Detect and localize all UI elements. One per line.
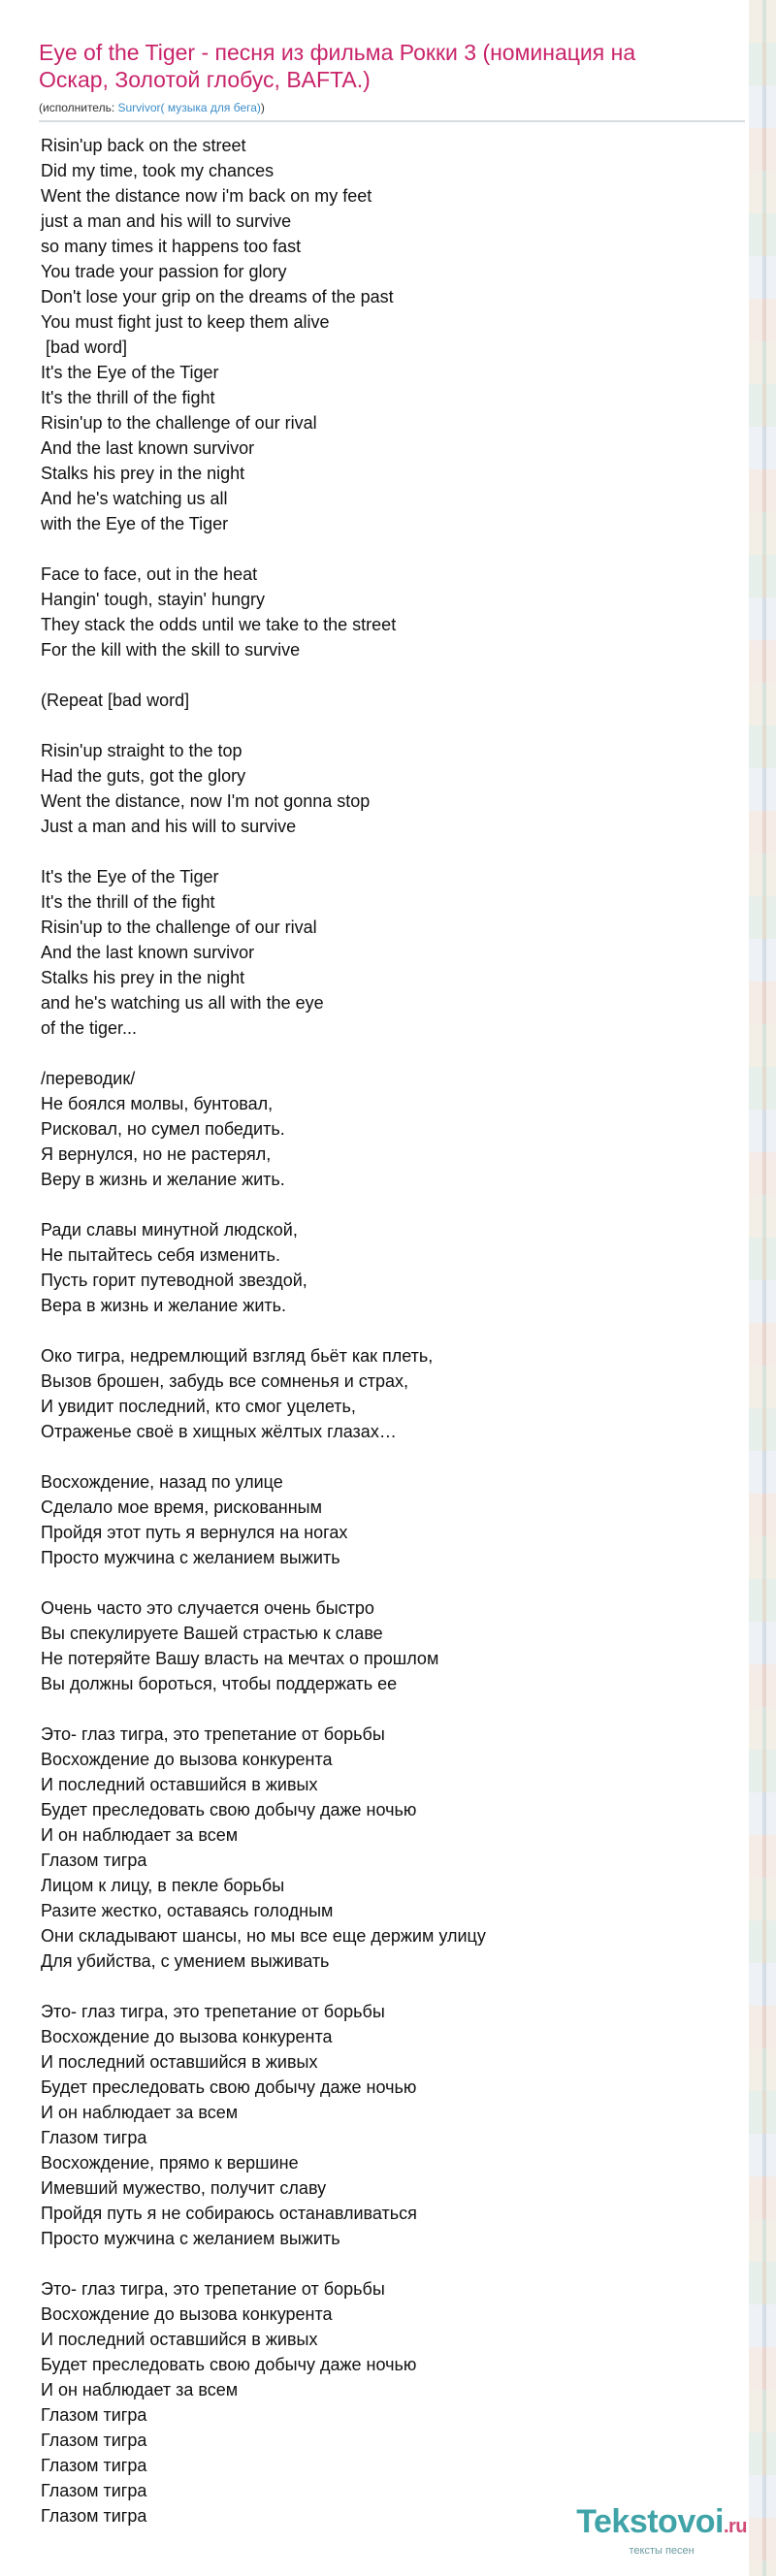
- lyrics-line: of the tiger...: [41, 1018, 138, 1038]
- lyrics-line: И он наблюдает за всем: [41, 2103, 239, 2122]
- lyrics-line: Risin'up to the challenge of our rival: [41, 918, 317, 937]
- lyrics-line: It's the Eye of the Tiger: [41, 363, 219, 382]
- performer-suffix: ): [260, 101, 265, 114]
- lyrics-line: Went the distance now i'm back on my feet: [41, 186, 372, 206]
- lyrics-line: Глазом тигра: [41, 2456, 147, 2475]
- lyrics-blank-line: [41, 1041, 720, 1066]
- lyrics-line: Восхождение до вызова конкурента: [41, 1750, 333, 1769]
- lyrics-line: Это- глаз тигра, это трепетание от борьбы: [41, 2279, 385, 2299]
- lyrics-line: Глазом тигра: [41, 2506, 147, 2526]
- lyrics-line: Просто мужчина с желанием выжить: [41, 2229, 340, 2248]
- lyrics-line: Веру в жизнь и желание жить.: [41, 1170, 285, 1189]
- lyrics-line: It's the thrill of the fight: [41, 388, 215, 407]
- lyrics-line: И он наблюдает за всем: [41, 2380, 239, 2399]
- lyrics-line: And the last known survivor: [41, 438, 255, 458]
- lyrics-line: Пройдя путь я не собираюсь останавливаться: [41, 2204, 417, 2223]
- lyrics-line: just a man and his will to survive: [41, 211, 292, 231]
- genre-link[interactable]: ( музыка для бега): [160, 101, 261, 114]
- lyrics-blank-line: [41, 713, 720, 738]
- lyrics-line: with the Eye of the Tiger: [41, 514, 229, 533]
- lyrics-line: Пройдя этот путь я вернулся на ногах: [41, 1523, 348, 1542]
- lyrics-line: You trade your passion for glory: [41, 262, 287, 281]
- lyrics-blank-line: [41, 536, 720, 562]
- lyrics-blank-line: [41, 1318, 720, 1343]
- lyrics-blank-line: [41, 1192, 720, 1217]
- performer-link[interactable]: Survivor: [117, 101, 161, 114]
- lyrics-line: Stalks his prey in the night: [41, 464, 245, 483]
- lyrics-text: [41, 133, 720, 2528]
- lyrics-line: Глазом тигра: [41, 2128, 147, 2147]
- lyrics-blank-line: [41, 1570, 720, 1595]
- lyrics-line: Don't lose your grip on the dreams of the past: [41, 287, 394, 306]
- lyrics-line: Stalks his prey in the night: [41, 968, 245, 987]
- lyrics-line: And he's watching us all: [41, 489, 228, 508]
- lyrics-line: Пусть горит путеводной звездой,: [41, 1271, 307, 1290]
- lyrics-line: Risin'up straight to the top: [41, 741, 242, 760]
- lyrics-line: and he's watching us all with the eye: [41, 993, 324, 1013]
- lyrics-line: /переводик/: [41, 1069, 136, 1088]
- lyrics-line: Risin'up back on the street: [41, 136, 246, 155]
- lyrics-line: Just a man and his will to survive: [41, 817, 297, 836]
- lyrics-line: Вы спекулируете Вашей страстью к славе: [41, 1624, 383, 1643]
- decorative-stripes-inner: [762, 0, 766, 2576]
- lyrics-line: Это- глаз тигра, это трепетание от борьбы: [41, 2002, 385, 2021]
- lyrics-line: И последний оставшийся в живых: [41, 2330, 318, 2349]
- lyrics-line: Будет преследовать свою добычу даже ночью: [41, 2355, 417, 2374]
- lyrics-line: Восхождение до вызова конкурента: [41, 2304, 333, 2324]
- song-header: [39, 39, 708, 114]
- lyrics-line: Вызов брошен, забудь все сомненья и страх,: [41, 1371, 409, 1391]
- site-logo[interactable]: [576, 2505, 747, 2557]
- lyrics-line: Отраженье своё в хищных жёлтых глазах…: [41, 1422, 397, 1441]
- lyrics-blank-line: [41, 2251, 720, 2276]
- lyrics-line: Будет преследовать свою добычу даже ночью: [41, 1800, 417, 1819]
- lyrics-line: Face to face, out in the heat: [41, 564, 258, 584]
- lyrics-line: Глазом тигра: [41, 2405, 147, 2425]
- lyrics-line: Had the guts, got the glory: [41, 766, 246, 786]
- lyrics-line: It's the Eye of the Tiger: [41, 867, 219, 886]
- lyrics-line: И он наблюдает за всем: [41, 1825, 239, 1845]
- logo-tld: .ru: [723, 2516, 747, 2537]
- lyrics-blank-line: [41, 662, 720, 688]
- lyrics-line: Они складывают шансы, но мы все еще держим улицу: [41, 1926, 486, 1946]
- lyrics-line: Для убийства, с умением выживать: [41, 1951, 330, 1971]
- lyrics-line: Будет преследовать свою добычу даже ночью: [41, 2077, 417, 2097]
- lyrics-line: [bad word]: [41, 338, 128, 357]
- lyrics-line: Did my time, took my chances: [41, 161, 275, 180]
- lyrics-line: Я вернулся, но не растерял,: [41, 1144, 272, 1164]
- header-divider: [39, 120, 745, 122]
- lyrics-line: Это- глаз тигра, это трепетание от борьбы: [41, 1724, 385, 1744]
- lyrics-line: Глазом тигра: [41, 1851, 147, 1870]
- lyrics-line: Разите жестко, оставаясь голодным: [41, 1901, 334, 1920]
- lyrics-line: Не боялся молвы, бунтовал,: [41, 1094, 274, 1113]
- lyrics-line: Имевший мужество, получит славу: [41, 2178, 327, 2198]
- lyrics-line: It's the thrill of the fight: [41, 892, 215, 912]
- performer-prefix: (исполнитель:: [39, 101, 118, 114]
- lyrics-line: И увидит последний, кто смог уцелеть,: [41, 1397, 356, 1416]
- lyrics-line: И последний оставшийся в живых: [41, 2052, 318, 2072]
- lyrics-line: They stack the odds until we take to the street: [41, 615, 397, 634]
- lyrics-line: Не пытайтесь себя изменить.: [41, 1245, 281, 1265]
- lyrics-line: Вы должны бороться, чтобы поддержать ее: [41, 1674, 398, 1693]
- performer-line: [39, 101, 708, 114]
- lyrics-line: Просто мужчина с желанием выжить: [41, 1548, 340, 1567]
- lyrics-blank-line: [41, 1696, 720, 1722]
- lyrics-line: (Repeat [bad word]: [41, 691, 190, 710]
- lyrics-line: Восхождение, назад по улице: [41, 1472, 283, 1492]
- logo-wordmark: [576, 2505, 747, 2543]
- lyrics-blank-line: [41, 1444, 720, 1469]
- lyrics-line: Risin'up to the challenge of our rival: [41, 413, 317, 433]
- lyrics-line: Ради славы минутной людской,: [41, 1220, 298, 1240]
- lyrics-line: Не потеряйте Вашу власть на мечтах о прошлом: [41, 1649, 439, 1668]
- lyrics-line: Око тигра, недремлющий взгляд бьёт как плеть,: [41, 1346, 434, 1366]
- lyrics-line: И последний оставшийся в живых: [41, 1775, 318, 1794]
- lyrics-line: Рисковал, но сумел победить.: [41, 1119, 285, 1139]
- lyrics-line: Сделало мое время, рискованным: [41, 1497, 322, 1517]
- lyrics-blank-line: [41, 1974, 720, 1999]
- lyrics-line: Глазом тигра: [41, 2431, 147, 2450]
- logo-tagline: тексты песен: [629, 2545, 695, 2557]
- lyrics-line: Лицом к лицу, в пекле борьбы: [41, 1876, 285, 1895]
- lyrics-line: Глазом тигра: [41, 2481, 147, 2500]
- lyrics-blank-line: [41, 839, 720, 864]
- lyrics-line: For the kill with the skill to survive: [41, 640, 301, 660]
- lyrics-line: Hangin' tough, stayin' hungry: [41, 590, 266, 609]
- lyrics-line: And the last known survivor: [41, 943, 255, 962]
- logo-brand: Tekstovoi: [576, 2503, 724, 2540]
- lyrics-line: Восхождение до вызова конкурента: [41, 2027, 333, 2046]
- lyrics-line: Очень часто это случается очень быстро: [41, 1598, 374, 1618]
- lyrics-line: Восхождение, прямо к вершине: [41, 2153, 299, 2173]
- song-title: Eye of the Tiger - песня из фильма Рокки 3 (номинация на Оскар, Золотой глобус, BAFTA.): [39, 40, 636, 92]
- lyrics-line: so many times it happens too fast: [41, 237, 302, 256]
- lyrics-line: You must fight just to keep them alive: [41, 312, 330, 332]
- lyrics-line: Вера в жизнь и желание жить.: [41, 1296, 287, 1315]
- lyrics-line: Went the distance, now I'm not gonna stop: [41, 791, 371, 811]
